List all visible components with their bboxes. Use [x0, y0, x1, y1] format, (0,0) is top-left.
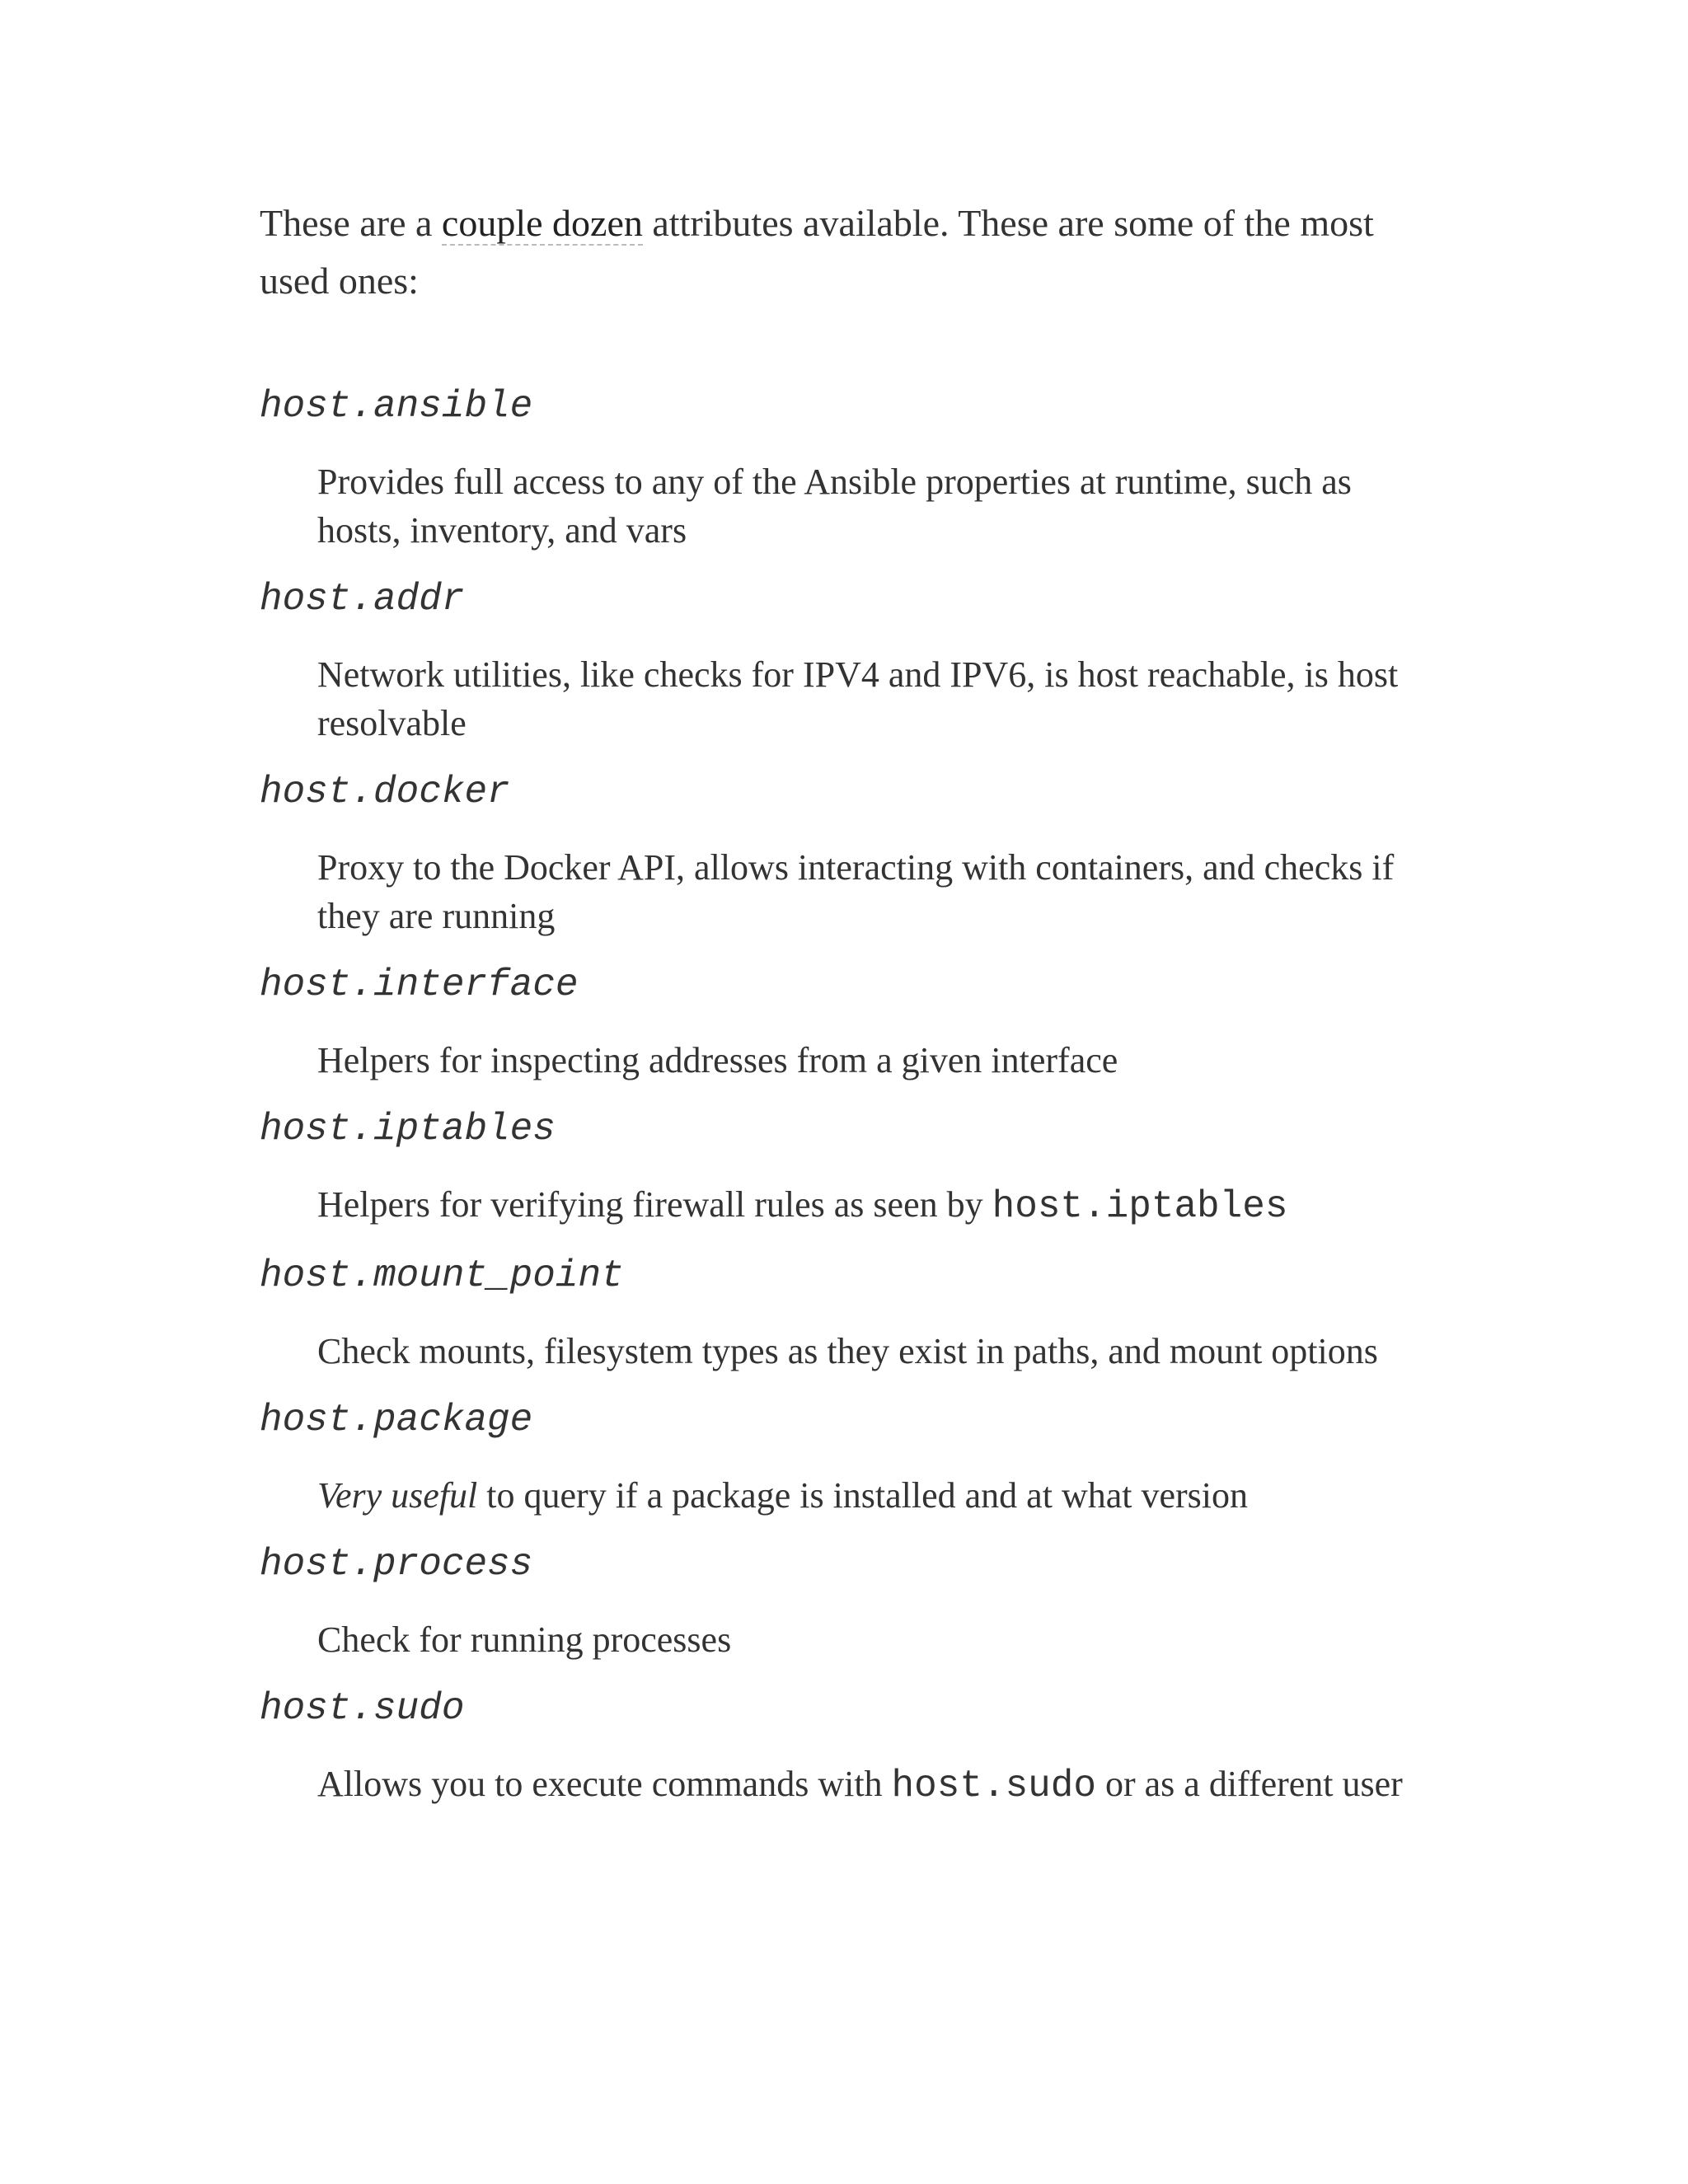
desc-host-sudo	[317, 1760, 1414, 1811]
desc-host-iptables-text: Helpers for verifying firewall rules as seen by	[317, 1184, 992, 1225]
term-host-addr: host.addr	[260, 578, 465, 621]
term-host-process: host.process	[260, 1543, 533, 1586]
desc-host-mount-point: Check mounts, filesystem types as they exist in paths, and mount options	[317, 1331, 1378, 1371]
term-host-package: host.package	[260, 1399, 533, 1441]
desc-host-process: Check for running processes	[317, 1619, 732, 1660]
desc-host-sudo-code: host.sudo	[891, 1765, 1096, 1807]
couple-dozen-link[interactable]: couple dozen	[441, 202, 643, 244]
term-host-docker: host.docker	[260, 771, 510, 813]
attribute-list	[260, 382, 1414, 1811]
desc-host-package	[317, 1471, 1414, 1520]
desc-host-ansible: Provides full access to any of the Ansible properties at runtime, such as hosts, inventory, and vars	[317, 462, 1352, 551]
desc-host-docker: Proxy to the Docker API, allows interacting with containers, and checks if they are running	[317, 847, 1395, 936]
desc-host-iptables	[317, 1180, 1414, 1231]
desc-host-iptables-code: host.iptables	[992, 1185, 1288, 1228]
desc-host-addr: Network utilities, like checks for IPV4 and IPV6, is host reachable, is host resolvable	[317, 654, 1399, 743]
desc-host-package-text: to query if a package is installed and at what version	[477, 1475, 1248, 1516]
intro-text-after: attributes available. These are some of the most used ones:	[260, 202, 1374, 302]
document-page	[260, 194, 1414, 1830]
term-host-iptables: host.iptables	[260, 1108, 556, 1151]
term-host-interface: host.interface	[260, 963, 579, 1006]
desc-host-sudo-text: Allows you to execute commands with	[317, 1764, 892, 1804]
intro-paragraph	[260, 194, 1414, 310]
term-host-sudo: host.sudo	[260, 1687, 465, 1730]
term-host-ansible: host.ansible	[260, 385, 533, 428]
desc-host-interface: Helpers for inspecting addresses from a given interface	[317, 1040, 1118, 1080]
intro-text-before: These are a	[260, 202, 442, 244]
desc-host-sudo-text-after: or as a different user	[1096, 1764, 1403, 1804]
term-host-mount-point: host.mount_point	[260, 1254, 624, 1297]
desc-host-package-emphasis: Very useful	[317, 1475, 478, 1516]
